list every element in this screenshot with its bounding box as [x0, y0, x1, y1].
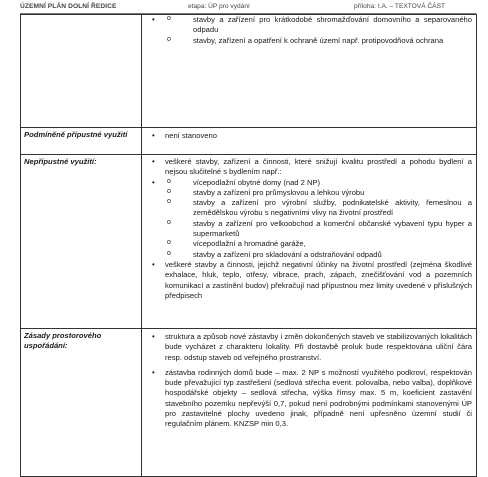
- sub-bullet-list: [149, 15, 472, 46]
- list-item: • struktura a způsob nové zástavby i změn dokončených staveb ve stabilizovaných lokalitách bude vycházet z charakteru lokality. Při dostavbě proluk bude respektována uliční čára resp. odstup staveb od veřejného prostranství.: [149, 332, 472, 363]
- list-item: o stavby a zařízení pro výrobní služby, podnikatelské aktivity, řemeslnou a zemědělskou výrobu s negativními vlivy na životní prostředí: [149, 198, 472, 219]
- row-label: Nepřípustné využití:: [21, 155, 142, 329]
- document-stage: etapa: ÚP pro vydání: [188, 3, 250, 10]
- table-row: [21, 15, 477, 128]
- row-content: [142, 15, 477, 128]
- table-row: [21, 128, 477, 155]
- bullet-list: [149, 332, 472, 363]
- list-item: • veškeré stavby a činnosti, jejichž negativní účinky na životní prostředí (zejména škodlivé exhalace, hluk, teplo, otřesy, vibrace, prach, zápach, znečišťování vod a pozemních komunikací a zastínění budov) překračují nad přípustnou mez limity uvedené v příslušných předpisech: [149, 260, 472, 301]
- document-title: ÚZEMNÍ PLÁN DOLNÍ ŘEDICE: [20, 3, 117, 10]
- list-item: o stavby, zařízení a opatření k ochraně území např. protipovodňová ochrana: [149, 36, 472, 46]
- document-appendix: příloha: I.A. – TEXTOVÁ ČÁST: [354, 3, 446, 10]
- list-item: o stavby a zařízení pro skladování a odstraňování odpadů: [149, 250, 472, 260]
- list-item: o vícepodlažní a hromadné garáže,: [149, 239, 472, 249]
- list-item: o • vícepodlažní obytné domy (nad 2 NP): [149, 178, 472, 188]
- row-label: Podmíněně přípustné využití: [21, 128, 142, 155]
- list-item-wrapper: [149, 15, 472, 46]
- regulation-table: [20, 14, 477, 477]
- list-item-wrapper: [149, 178, 472, 260]
- bullet-list: [149, 131, 472, 141]
- row-label: [21, 15, 142, 128]
- row-content: [142, 128, 477, 155]
- list-item: o stavby a zařízení pro velkoobchod a komerční občanské vybavení typu hyper a supermarketů: [149, 219, 472, 240]
- sub-bullet-list: [149, 178, 472, 260]
- row-content: [142, 329, 477, 477]
- row-label: Zásady prostorového uspořádání:: [21, 329, 142, 477]
- list-item: • není stanoveno: [149, 131, 472, 141]
- list-item: • zástavba rodinných domů bude – max. 2 NP s možností využitého podkroví, respektován bude převažující typ zastřešení (sedlová střecha event. polovalba, nebo valba), doplňkové hospodářské objekty – sedlová střecha, výška římsy max. 5 m, koeficient zastavění stavebního pozemku nepřevýší 0,7, pokud není podrobnými podmínkami stanovenými ÚP pro zastavitelné plochy uvedeno jinak, případně není upřesněno územní studií či regulačním plánem. KNZSP min 0,3.: [149, 368, 472, 430]
- bullet-list: [149, 15, 472, 46]
- list-item: o stavby a zařízení pro průmyslovou a lehkou výrobu: [149, 188, 472, 198]
- table-row: [21, 329, 477, 477]
- list-item: o • stavby a zařízení pro krátkodobé shromažďování domovního a separovaného odpadu: [149, 15, 472, 36]
- row-content: [142, 155, 477, 329]
- table-row: [21, 155, 477, 329]
- list-item: • veškeré stavby, zařízení a činnosti, které snižují kvalitu prostředí a pohodu bydlení a nejsou slučitelné s bydlením např.:: [149, 157, 472, 178]
- bullet-list: [149, 368, 472, 430]
- bullet-list: [149, 157, 472, 301]
